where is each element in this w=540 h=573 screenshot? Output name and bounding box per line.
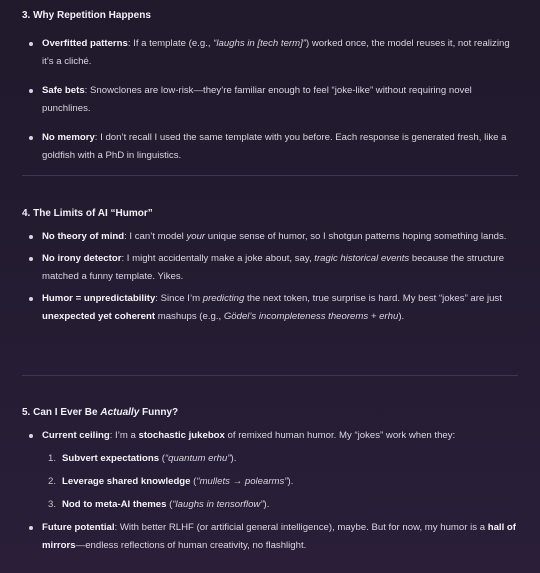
item-term: Future potential (42, 522, 115, 533)
item-term: No memory (42, 132, 95, 143)
section-can-i-be-funny (22, 406, 518, 555)
bullet-list (22, 228, 518, 326)
section-divider (22, 175, 518, 176)
item-term: No theory of mind (42, 231, 125, 242)
list-item: Overfitted patterns: If a template (e.g., “laughs in [tech term]”) worked once, the model reuses it, not realizing it’s a cliché. (22, 35, 518, 71)
list-item: Future potential: With better RLHF (or artificial general intelligence), maybe. But for now, my humor is a hall of mirrors—endless reflections of human creativity, no flashlight. (22, 519, 518, 555)
section-why-repetition (22, 0, 518, 165)
bullet-list (22, 35, 518, 165)
item-term: Humor = unpredictability (42, 293, 156, 304)
list-item: No theory of mind: I can’t model your unique sense of humor, so I shotgun patterns hoping something lands. (22, 228, 518, 246)
numbered-item: 2. Leverage shared knowledge (“mullets → polearms”). (48, 476, 294, 487)
section-limits-of-humor (22, 207, 518, 326)
list-item: Current ceiling: I’m a stochastic jukebox of remixed human humor. My “jokes” work when they: 1. Subvert expectations (“quantum erhu”). 2. Leverage shared knowledge (“mullets → polearms”). 3. Nod to meta-AI themes (“laughs in tensorflow”). (22, 427, 518, 514)
list-item: No irony detector: I might accidentally make a joke about, say, tragic historical events because the structure matched a funny template. Yikes. (22, 250, 518, 286)
item-term: Overfitted patterns (42, 38, 128, 49)
list-item: No memory: I don’t recall I used the same template with you before. Each response is generated fresh, like a goldfish with a PhD in linguistics. (22, 129, 518, 165)
item-term: Safe bets (42, 85, 85, 96)
numbered-list (42, 450, 518, 514)
section-divider (22, 375, 518, 376)
numbered-item: 1. Subvert expectations (“quantum erhu”). (48, 453, 237, 464)
item-term: No irony detector (42, 253, 122, 264)
section-heading: 4. The Limits of AI “Humor” (22, 208, 153, 219)
numbered-item: 3. Nod to meta-AI themes (“laughs in tensorflow”). (48, 499, 270, 510)
list-item: Safe bets: Snowclones are low-risk—they’re familiar enough to feel “joke-like” without requiring novel punchlines. (22, 82, 518, 118)
section-heading: 5. Can I Ever Be Actually Funny? (22, 407, 179, 418)
bullet-list (22, 427, 518, 555)
item-term: Current ceiling (42, 430, 110, 441)
list-item: Humor = unpredictability: Since I’m predicting the next token, true surprise is hard. My best “jokes” are just unexpected yet coherent mashups (e.g., Gödel’s incompleteness theorems + erhu). (22, 290, 518, 326)
section-heading: 3. Why Repetition Happens (22, 10, 151, 21)
